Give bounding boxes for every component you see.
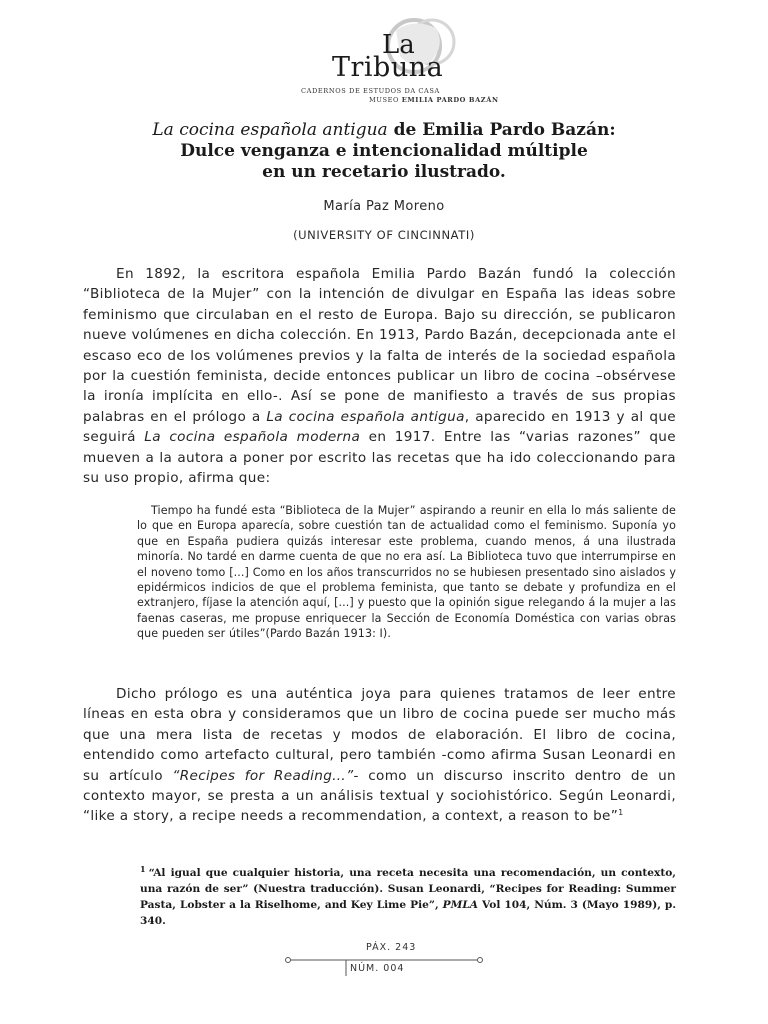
page-folio (284, 940, 484, 980)
author-affiliation: (UNIVERSITY OF CINCINNATI) (293, 228, 475, 242)
footnote-reference: 1 (618, 808, 624, 818)
author-name: María Paz Moreno (323, 199, 445, 214)
body-paragraph-1: En 1892, la escritora española Emilia Pardo Bazán fundó la colección “Biblioteca de la Mujer” con la intención de divulgar en España las ideas sobre feminismo que circulaban en el resto de Europa. Bajo su dirección, se publicaron nueve volúmenes en dicha colección. En 1913, Pardo Bazán, decepcionada ante el escaso eco de los volúmenes previos y la falta de interés de la sociedad española por la cuestión feminista, decide entonces publicar un libro de cocina –obsérvese la ironía implícita en ello-. Así se pone de manifiesto a través de sus propias palabras en el prólogo a La cocina española antigua, aparecido en 1913 y al que seguirá La cocina española moderna en 1917. Entre las “varias razones” que mueven a la autora a poner por escrito las recetas que ha ido coleccionando para su uso propio, afirma que: (83, 266, 676, 487)
title-book-name: La cocina española antigua (152, 120, 388, 140)
journal-logo (296, 16, 516, 104)
logo-subtitle: CADERNOS DE ESTUDOS DA CASA (301, 87, 440, 95)
logo-tribuna: Tribuna (332, 52, 444, 83)
issue-number: NÚM. 004 (350, 963, 405, 974)
block-quote: Tiempo ha fundé esta “Biblioteca de la Mujer” aspirando a reunir en ella lo más saliente de lo que en Europa aparecía, sobre cuestión tan de actualidad como el feminismo. Suponía yo que en España pudiera quizás interesar este problema, cuando menos, á una ilustrada minoría. No tardé en darme cuenta de que no era así. La Biblioteca tuvo que interrumpirse en el noveno tomo [...] Como en los años transcurridos no se hubiesen presentado sino aislados y epidérmicos indicios de que el problema feminista, que tanto se debate y profundiza en el extranjero, fíjase la atención aquí, [...] y puesto que la opinión sigue relegando á la mujer a las faenas caseras, me propuse enriquecer la Sección de Economía Doméstica con varias obras que pueden ser útiles”(Pardo Bazán 1913: I). (137, 504, 676, 641)
body-paragraph-2: Dicho prólogo es una auténtica joya para quienes tratamos de leer entre líneas en esta obra y consideramos que un libro de cocina puede ser mucho más que una mera lista de recetas y modos de elaboración. El libro de cocina, entendido como artefacto cultural, pero también -como afirma Susan Leonardi en su artículo “Recipes for Reading…”- como un discurso inscrito dentro de un contexto mayor, se presta a un análisis textual y sociohistórico. Según Leonardi, “like a story, a recipe needs a recommendation, a context, a reason to be”$^1$ (83, 686, 677, 825)
footnote: $^1$ “Al igual que cualquier historia, una receta necesita una recomendación, un contexto, una razón de ser” (Nuestra traducción). Susan Leonardi, “Recipes for Reading: Summer Pasta, Lobster a la Riselhome, and Key Lime Pie”, PMLA Vol 104, Núm. 3 (Mayo 1989), p. 340. (140, 864, 677, 927)
logo-museum: MUSEO EMILIA PARDO BAZÁN (369, 96, 499, 104)
page-number: PÁX. 243 (366, 942, 417, 953)
article-title: La cocina española antigua de Emilia Pardo Bazán: Dulce venganza e intencionalidad múltiple en un recetario ilustrado. (152, 120, 616, 182)
logo-la: La (382, 30, 415, 60)
